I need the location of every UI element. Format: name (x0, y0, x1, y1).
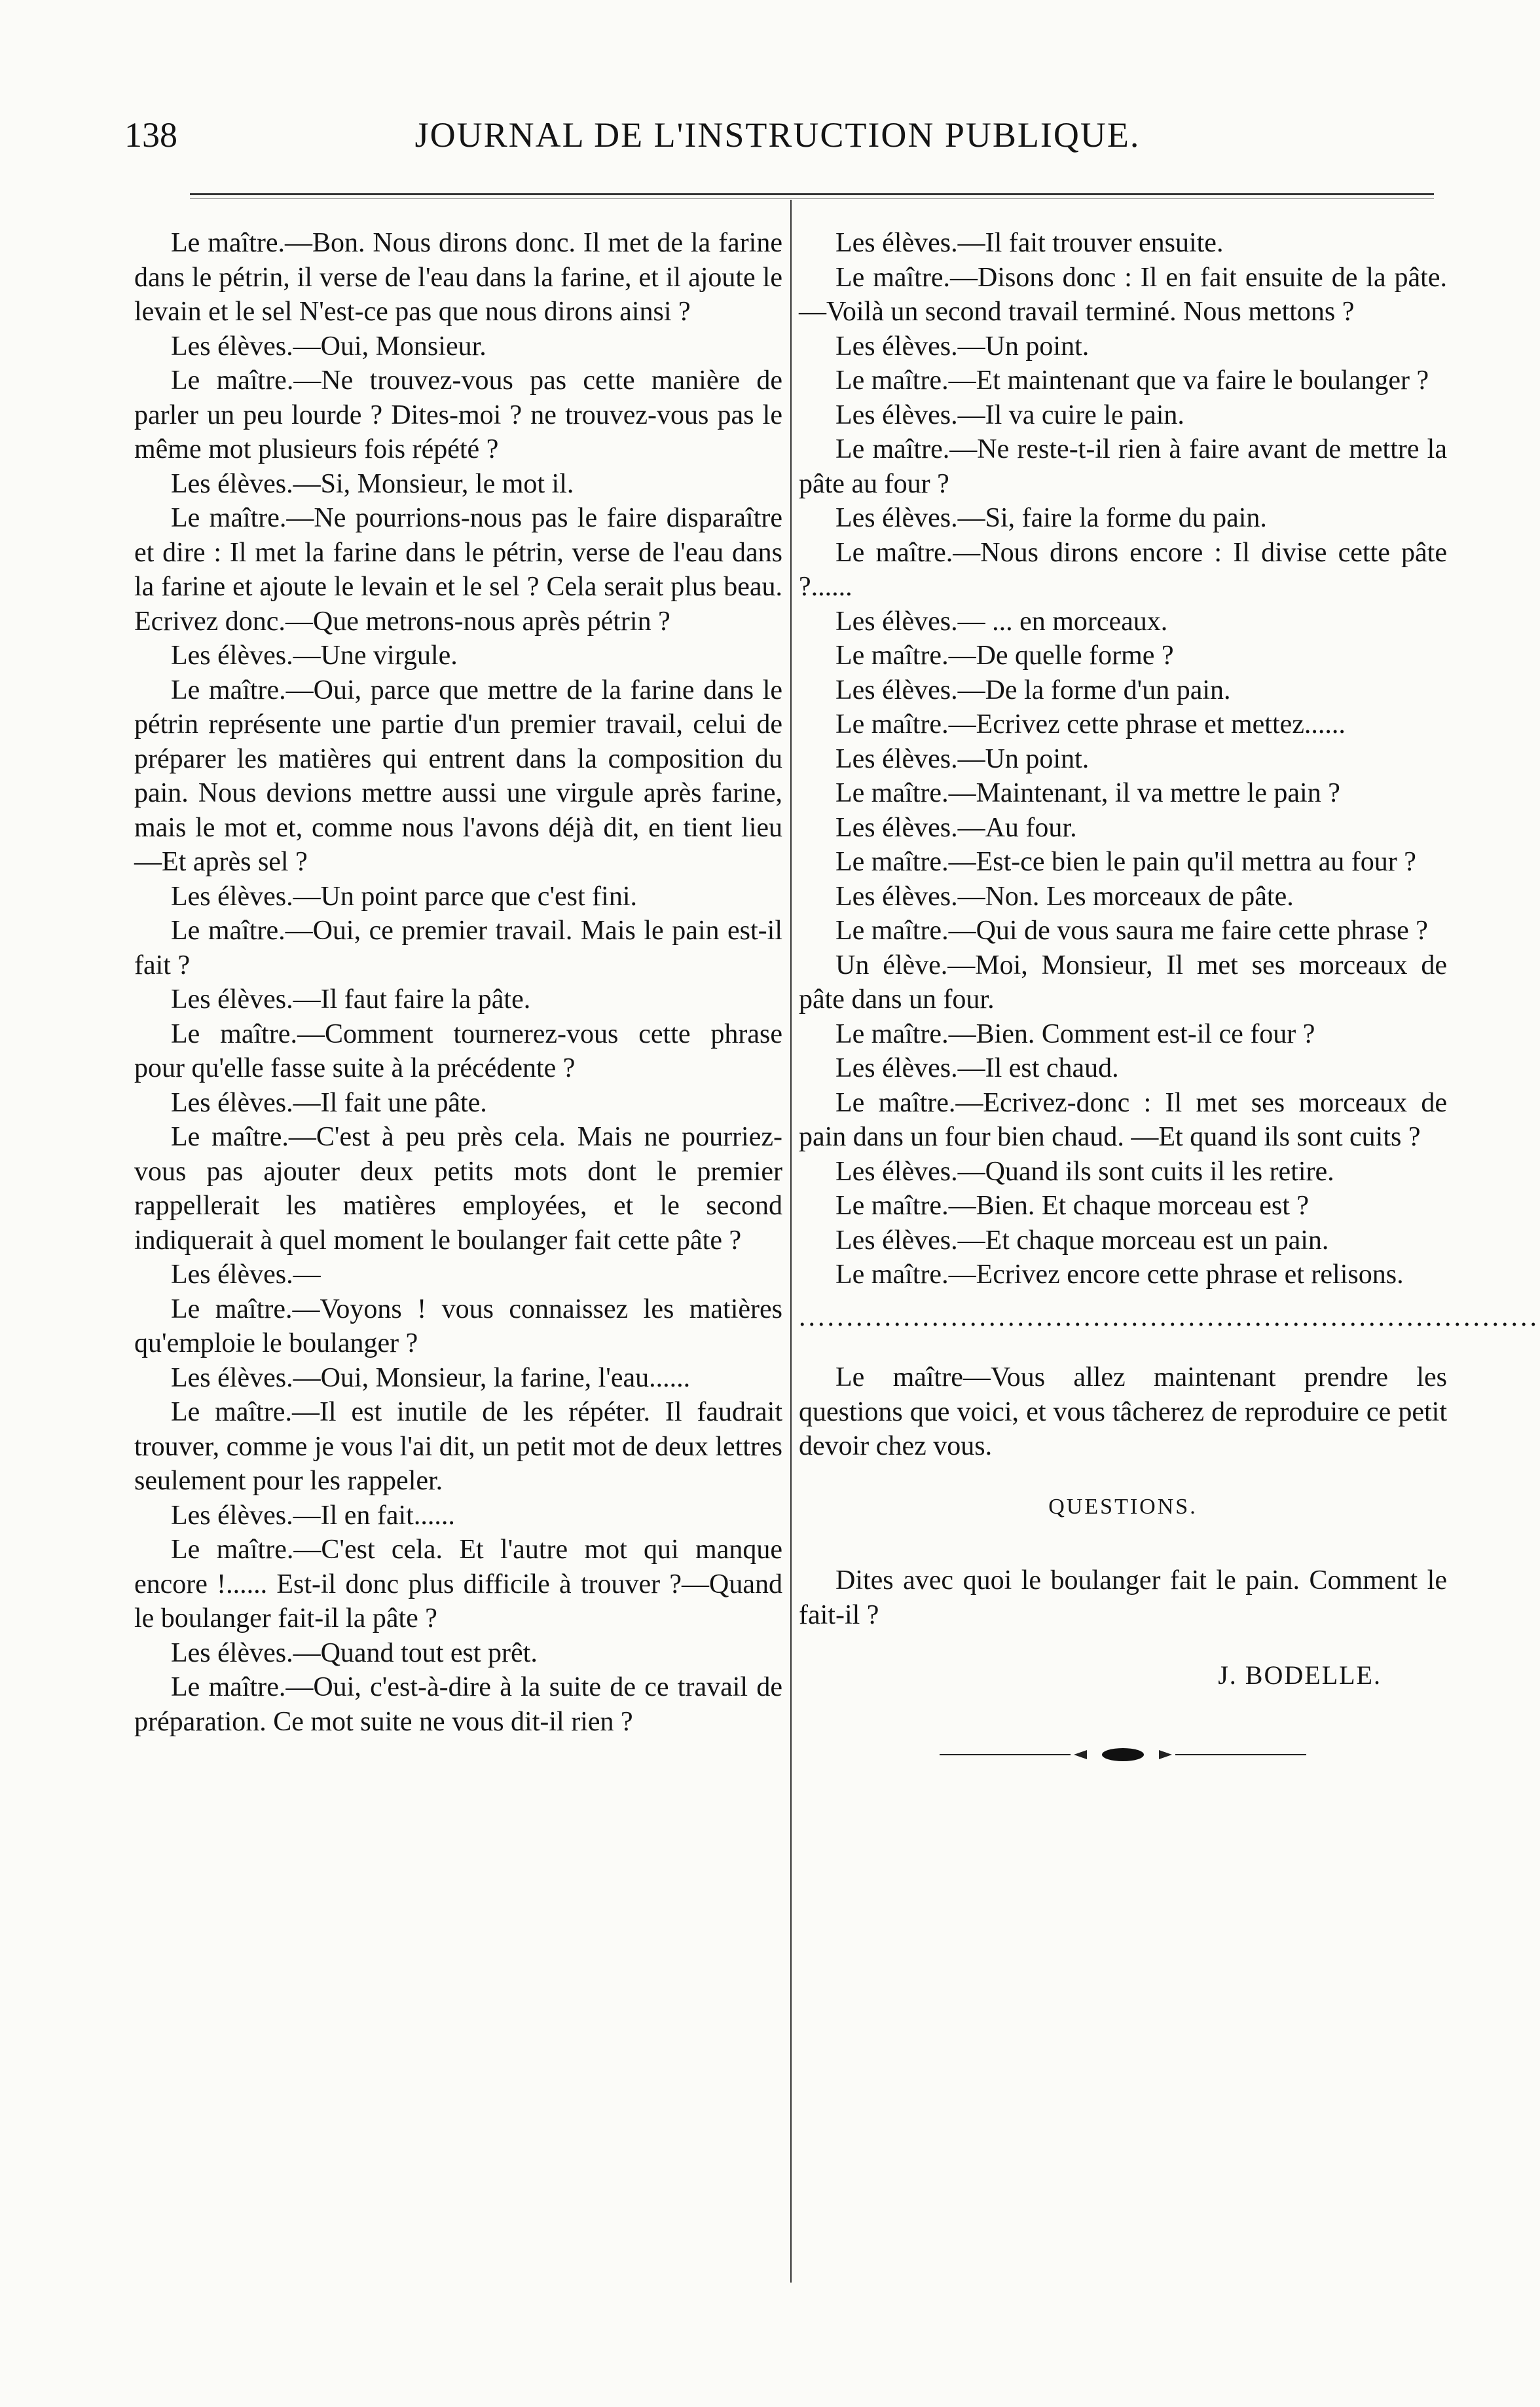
paragraph: Le maître.—Bien. Et chaque morceau est ? (835, 1191, 1310, 1221)
paragraph: Les élèves.— (171, 1259, 321, 1290)
paragraph: Les élèves.—Un point. (835, 331, 1090, 362)
paragraph: Les élèves.— ... en morceaux. (835, 606, 1168, 637)
paragraph: Le maître.—Oui, ce premier travail. Mais le pain est-il fait ? (134, 916, 782, 980)
paragraph: Les élèves.—Oui, Monsieur. (171, 331, 486, 362)
paragraph: Les élèves.—Si, Monsieur, le mot il. (171, 468, 574, 499)
paragraph: Le maître.—Et maintenant que va faire le boulanger ? (835, 365, 1429, 396)
paragraph: Le maître.—Est-ce bien le pain qu'il mettra au four ? (835, 847, 1416, 877)
paragraph: Les élèves.—Il va cuire le pain. (835, 400, 1184, 430)
page-number: 138 (124, 115, 177, 155)
paragraph: Le maître.—Ecrivez-donc : Il met ses morceaux de pain dans un four bien chaud. —Et quand ils sont cuits ? (799, 1087, 1447, 1152)
paragraph: Les élèves.—Il faut faire la pâte. (171, 984, 531, 1015)
paragraph: Les élèves.—De la forme d'un pain. (835, 675, 1231, 705)
paragraph: Le maître.—Il est inutile de les répéter. Il faudrait trouver, comme je vous l'ai dit, un petit mot de deux lettres seulement pour les rappeler. (134, 1397, 782, 1496)
paragraph: Le maître.—Ecrivez encore cette phrase et relisons. (835, 1259, 1404, 1290)
signature: J. BODELLE. (1218, 1660, 1382, 1690)
paragraph: Les élèves.—Il fait trouver ensuite. (835, 228, 1224, 258)
paragraph: Les élèves.—Un point parce que c'est fini. (171, 881, 637, 912)
paragraph: Un élève.—Moi, Monsieur, Il met ses morceaux de pâte dans un four. (799, 950, 1447, 1015)
header-rule-thin (190, 198, 1434, 199)
question-text: Dites avec quoi le boulanger fait le pain. Comment le fait-il ? (799, 1565, 1447, 1630)
paragraph: Le maître.—C'est à peu près cela. Mais ne pourriez-vous pas ajouter deux petits mots dont le premier rappellerait les matières employées, et le second indiquerait à quel moment le boulanger fait cette pâte ? (134, 1122, 782, 1256)
column-divider (790, 200, 792, 2283)
paragraph: Les élèves.—Quand tout est prêt. (171, 1637, 538, 1668)
paragraph: Les élèves.—Un point. (835, 743, 1090, 774)
right-column (799, 226, 1539, 1773)
paragraph: Le maître.—Bien. Comment est-il ce four ? (835, 1018, 1315, 1049)
running-title: JOURNAL DE L'INSTRUCTION PUBLIQUE. (414, 115, 1141, 155)
paragraph: Les élèves.—Une virgule. (171, 641, 458, 671)
paragraph: Le maître.—C'est cela. Et l'autre mot qui manque encore !...... Est-il donc plus difficile à trouver ?—Quand le boulanger fait-il la pâte ? (134, 1535, 782, 1633)
paragraph: Les élèves.—Quand ils sont cuits il les retire. (835, 1156, 1334, 1187)
paragraph: Les élèves.—Il est chaud. (835, 1053, 1119, 1083)
paragraph: Le maître.—Bon. Nous dirons donc. Il met de la farine dans le pétrin, il verse de l'eau dans la farine, et il ajoute le levain et le sel N'est-ce pas que nous dirons ainsi ? (134, 228, 782, 327)
paragraph: Le maître.—Maintenant, il va mettre le pain ? (835, 778, 1340, 808)
paragraph: Le maître.—Ne trouvez-vous pas cette manière de parler un peu lourde ? Dites-moi ? ne trouvez-vous pas le même mot plusieurs fois répété ? (134, 365, 782, 464)
ornament (799, 1739, 1447, 1774)
paragraph: Le maître.—De quelle forme ? (835, 641, 1174, 671)
paragraph: Le maître.—Qui de vous saura me faire cette phrase ? (835, 916, 1428, 946)
ornament-icon (940, 1739, 1306, 1774)
paragraph: Le maître.—Voyons ! vous connaissez les matières qu'emploie le boulanger ? (134, 1294, 782, 1358)
paragraph: Le maître.—Ne pourrions-nous pas le faire disparaître et dire : Il met la farine dans le pétrin, verse de l'eau dans la farine et ajoute le levain et le sel ? Cela serait plus beau. Ecrivez donc.—Que metrons-nous après pétrin ? (134, 503, 782, 637)
dotted-separator: .............................................................................. (799, 1301, 1539, 1332)
paragraph: Le maître.—Nous dirons encore : Il divise cette pâte ?...... (799, 537, 1447, 602)
paragraph: Le maître.—Comment tournerez-vous cette phrase pour qu'elle fasse suite à la précédente ? (134, 1018, 782, 1083)
paragraph: Le maître.—Ecrivez cette phrase et mettez...... (835, 709, 1346, 739)
header-rule (190, 193, 1434, 195)
paragraph: Les élèves.—Et chaque morceau est un pain. (835, 1225, 1329, 1256)
paragraph: Les élèves.—Non. Les morceaux de pâte. (835, 881, 1294, 912)
left-column (134, 226, 782, 1739)
paragraph: Les élèves.—Oui, Monsieur, la farine, l'eau...... (171, 1362, 691, 1393)
page-header (124, 115, 1431, 167)
closing-paragraph: Le maître—Vous allez maintenant prendre les questions que voici, et vous tâcherez de reproduire ce petit devoir chez vous. (799, 1362, 1447, 1461)
paragraph: Le maître.—Oui, c'est-à-dire à la suite de ce travail de préparation. Ce mot suite ne vous dit-il rien ? (134, 1672, 782, 1737)
paragraph: Les élèves.—Il fait une pâte. (171, 1087, 487, 1118)
paragraph: Le maître.—Ne reste-t-il rien à faire avant de mettre la pâte au four ? (799, 434, 1447, 499)
paragraph: Les élèves.—Au four. (835, 812, 1077, 843)
spacer (799, 1334, 1447, 1360)
paragraph: Le maître.—Oui, parce que mettre de la farine dans le pétrin représente une partie d'un premier travail, celui de préparer les matières qui entrent dans la composition du pain. Nous devions mettre aussi une virgule après farine, mais le mot et, comme nous l'avons déjà dit, en tient lieu —Et après sel ? (134, 675, 782, 877)
paragraph: Les élèves.—Si, faire la forme du pain. (835, 503, 1267, 533)
questions-heading: QUESTIONS. (1048, 1494, 1198, 1519)
paragraph: Les élèves.—Il en fait...... (171, 1500, 455, 1531)
paragraph: Le maître.—Disons donc : Il en fait ensuite de la pâte.—Voilà un second travail terminé. Nous mettons ? (799, 262, 1447, 327)
